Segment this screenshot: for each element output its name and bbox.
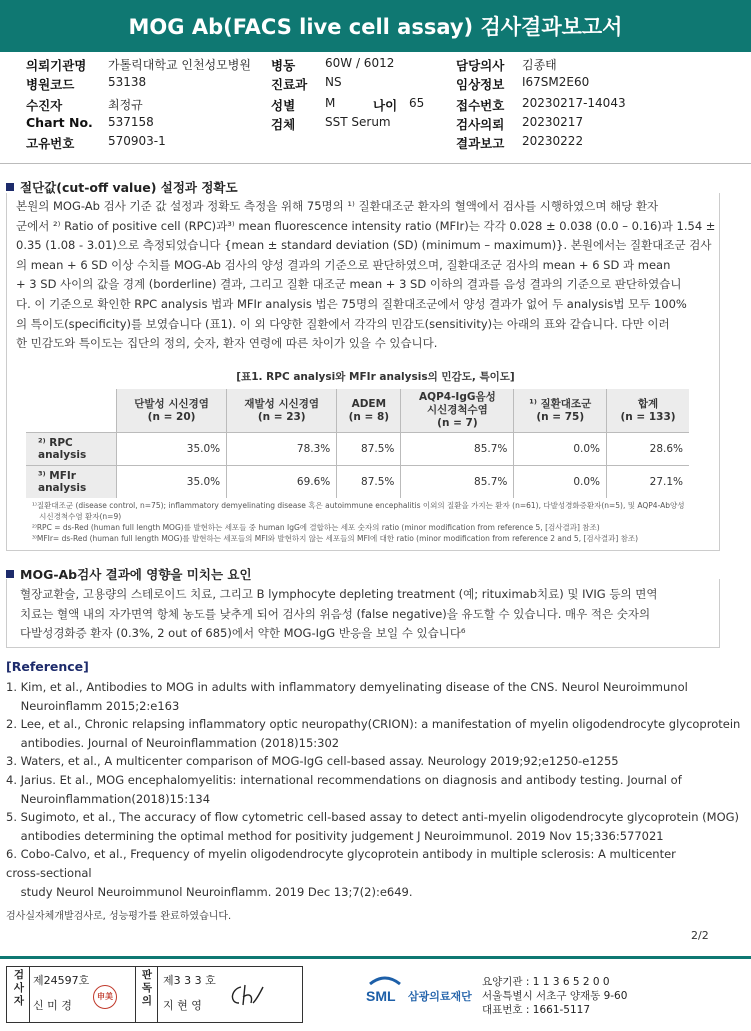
table-header-cell xyxy=(514,389,607,433)
reference-line: study Neurol Neuroimmunol Neuroinflamm. 2019 Dec 13;7(2):e649. xyxy=(6,884,413,899)
header-label: 성별 xyxy=(271,98,296,113)
header-label: 병동 xyxy=(271,58,296,73)
org-info: 요양기관 : 1 1 3 6 5 2 0 0 서울특별시 서초구 양재동 9-60 대표번호 : 1661-5117 xyxy=(482,976,628,1016)
section-cutoff-title: 절단값(cut-off value) 설정과 정확도 xyxy=(6,178,238,196)
reference-line: 6. Cobo-Calvo, et al., Frequency of myelin oligodendrocyte glycoprotein antibody in multiple sclerosis: A multicenter xyxy=(6,847,676,862)
header-value: 김종태 xyxy=(522,58,557,72)
table-footnote: 시신경척수염 환자(n=9) xyxy=(32,512,122,521)
header-value: 53138 xyxy=(108,75,147,89)
table-caption: [표1. RPC analysi와 MFIr analysis의 민감도, 특이도] xyxy=(236,371,515,383)
signature-panel xyxy=(6,966,303,1023)
inspector-license: 제24597호 xyxy=(33,974,90,987)
table-row-label: ³⁾ MFIr analysis xyxy=(26,466,117,499)
reference-line: Neuroinflammation(2018)15:134 xyxy=(6,791,211,806)
age-value: 65 xyxy=(409,96,425,110)
sml-logo-icon xyxy=(364,974,406,1004)
table-header-line: (n = 75) xyxy=(536,410,585,423)
paragraph-line: 다. 이 기준으로 확인한 RPC analysis 법과 MFIr analysis 법은 75명의 질환대조군에서 양성 결과가 없어 두 analysis법 모두 100% xyxy=(16,297,687,311)
table-header-line: 단발성 시신경염 xyxy=(134,397,209,410)
paragraph-line: 의 mean + 6 SD 이상 수치를 MOG-Ab 검사의 양성 결과의 기준으로 판단하였으며, 질환대조군 검사의 mean + 6 SD 과 mean xyxy=(16,257,671,272)
table-row xyxy=(26,466,689,499)
header-label: 검사의뢰 xyxy=(456,117,505,132)
paragraph-line: 0.35 (1.08 - 3.01)으로 측정되었습니다 {mean ± standard deviation (SD) (minimum – maximum)}. 본원에서는 질환대조군 검사 xyxy=(16,238,712,253)
table-header-line: (n = 8) xyxy=(348,410,390,423)
org-logo xyxy=(364,974,406,1008)
header-value: 20230217 xyxy=(522,115,584,129)
header-label: 고유번호 xyxy=(26,136,75,151)
header-value: 최정규 xyxy=(108,98,143,112)
inspector-name: 신 미 경 xyxy=(33,999,72,1012)
reference-line: antibodies. Journal of Neuroinflammation (2018)15:302 xyxy=(6,735,340,750)
header-label: 담당의사 xyxy=(456,58,505,73)
header-value: 20230217-14043 xyxy=(522,96,626,110)
table-header-line: 시신경척수염 xyxy=(426,404,488,416)
section-factors-title: MOG-Ab검사 결과에 영향을 미치는 요인 xyxy=(6,565,252,583)
seal-stamp-icon: 申美 xyxy=(93,985,117,1009)
table-header-cell xyxy=(227,389,337,433)
reference-line: 4. Jarius. Et al., MOG encephalomyelitis: international recommendations on diagnosis and antibody testing. Journal of xyxy=(6,773,682,787)
paragraph-line: 다발성경화증 환자 (0.3%, 2 out of 685)에서 약한 MOG-IgG 반응을 보일 수 있습니다⁶ xyxy=(20,626,466,641)
header-label: 의뢰기관명 xyxy=(26,58,87,73)
table-cell: 69.6% xyxy=(227,466,337,499)
reference-line: 2. Lee, et al., Chronic relapsing inflammatory optic neuropathy(CRION): a manifestation of myelin oligodendrocyte glycoprotein xyxy=(6,717,741,732)
org-name: 삼광의료재단 xyxy=(408,990,472,1003)
reviewer-label: 판 독 의 xyxy=(141,969,153,1007)
table-cell: 87.5% xyxy=(337,466,401,499)
paragraph-line: 혈장교환술, 고용량의 스테로이드 치료, 그리고 B lymphocyte depleting treatment (예; rituximab치료) 및 IVIG 등의 면역 xyxy=(20,587,658,601)
table-cell: 27.1% xyxy=(607,466,689,499)
footer-divider xyxy=(0,956,751,959)
table-cell: 85.7% xyxy=(401,433,514,466)
table-cell: 85.7% xyxy=(401,466,514,499)
table-row xyxy=(26,433,689,466)
table-footnote: ¹⁾질환대조군 (disease control, n=75); inflammatory demyelinating disease 혹은 autoimmune encephalitis 이외의 질환을 가지는 환자 (n=61), 다발성경화증환자(n=5), 및 AQP4-Ab양성 xyxy=(32,501,685,510)
table-header-line: (n = 23) xyxy=(257,410,306,423)
reviewer-name: 지 현 영 xyxy=(163,999,202,1012)
table-cell: 78.3% xyxy=(227,433,337,466)
page-number: 2/2 xyxy=(691,929,709,942)
table-header-line: 합계 xyxy=(637,397,659,410)
table-cell: 28.6% xyxy=(607,433,689,466)
inspector-label: 검 사 자 xyxy=(13,969,25,1007)
paragraph-line: + 3 SD 사이의 값을 경계 (borderline) 결과, 그리고 질환 대조군 mean + 3 SD 이하의 결과를 음성 결과의 기준으로 판단하였습니 xyxy=(16,277,682,292)
table-header-cell xyxy=(117,389,227,433)
header-value: I67SM2E60 xyxy=(522,75,590,89)
table-header-cell xyxy=(607,389,689,433)
header-label: 접수번호 xyxy=(456,98,505,113)
reviewer-license: 제3 3 3 호 xyxy=(163,974,216,987)
paragraph-line: 본원의 MOG-Ab 검사 기준 값 설정과 정확도 측정을 위해 75명의 ¹⁾ 질환대조군 환자의 혈액에서 검사를 시행하였으며 해당 환자 xyxy=(16,199,659,213)
table-cell: 87.5% xyxy=(337,433,401,466)
header-value: 60W / 6012 xyxy=(325,56,395,70)
header-label: 임상정보 xyxy=(456,77,505,92)
reference-line: 5. Sugimoto, et al., The accuracy of flow cytometric cell-based assay to detect anti-myelin oligodendrocyte glycoprotein (MOG) xyxy=(6,810,740,825)
header-value: 570903-1 xyxy=(108,134,166,148)
reference-line: 1. Kim, et al., Antibodies to MOG in adults with inflammatory demyelinating disease of the CNS. Neurol Neuroimmunol xyxy=(6,680,688,694)
header-label: Chart No. xyxy=(26,115,93,130)
table-cell: 35.0% xyxy=(117,433,227,466)
table-header-cell xyxy=(337,389,401,433)
header-label: 검체 xyxy=(271,117,296,132)
reference-line: 3. Waters, et al., A multicenter comparison of MOG-IgG cell-based assay. Neurology 2019;92;e1250-e1255 xyxy=(6,754,619,769)
paragraph-line: 치료는 혈액 내의 자가면역 항체 농도를 낮추게 되어 검사의 위음성 (false negative)을 유도할 수 있습니다. 매우 적은 숫자의 xyxy=(20,606,651,621)
header-value: M xyxy=(325,96,336,110)
header-value: 가톨릭대학교 인천성모병원 xyxy=(108,58,251,72)
table-cell: 0.0% xyxy=(514,466,607,499)
reference-line: antibodies determining the optimal method for positivity judgement J Neuroimmunol. 2019 Nov 15;336:577021 xyxy=(6,828,664,843)
sensitivity-table xyxy=(26,389,689,498)
header-value: 20230222 xyxy=(522,134,584,148)
table-cell: 0.0% xyxy=(514,433,607,466)
table-footnote: ³⁾MFIr= ds-Red (human full length MOG)를 발현하는 세포들의 MFI와 발현하지 않는 세포들의 MFI에 대한 ratio (minor modification from reference 2 and 5, [검사결과] 참조) xyxy=(32,534,639,543)
table-footnote: ²⁾RPC = ds-Red (human full length MOG)를 발현하는 세포들 중 human IgG에 결합하는 세포 숫자의 ratio (minor modification from reference 5, [검사결과] 참조) xyxy=(32,523,600,532)
header-label: 수진자 xyxy=(26,98,63,113)
table-header-line: (n = 133) xyxy=(620,410,676,423)
header-label: 병원코드 xyxy=(26,77,75,92)
table-header-cell xyxy=(26,389,117,433)
paragraph-line: 한 민감도와 특이도는 집단의 정의, 숫자, 환자 연령에 따른 차이가 있을 수 있습니다. xyxy=(16,336,438,351)
reference-title: [Reference] xyxy=(6,659,89,674)
table-header-line: ¹⁾ 질환대조군 xyxy=(529,397,592,410)
age-label: 나이 xyxy=(373,98,398,113)
header-value: SST Serum xyxy=(325,115,391,129)
paragraph-line: 의 특이도(specificity)를 보였습니다 (표1). 이 외 다양한 질환에서 각각의 민감도(sensitivity)는 아래의 표와 같습니다. 다만 이러 xyxy=(16,316,670,331)
validation-note: 검사실자체개발검사로, 성능평가를 완료하였습니다. xyxy=(6,911,232,922)
table-header-line: ADEM xyxy=(351,397,387,410)
header-label: 진료과 xyxy=(271,77,308,92)
header-value: 537158 xyxy=(108,115,154,129)
reference-line: Neuroinflamm 2015;2:e163 xyxy=(6,698,180,713)
header-label: 결과보고 xyxy=(456,136,505,151)
table-row-label: ²⁾ RPC analysis xyxy=(26,433,117,466)
report-title: MOG Ab(FACS live cell assay) 검사결과보고서 xyxy=(0,0,751,52)
table-header-line: 재발성 시신경염 xyxy=(244,397,320,410)
table-cell: 35.0% xyxy=(117,466,227,499)
reference-line: cross-sectional xyxy=(6,866,92,880)
table-header-cell xyxy=(401,389,514,433)
bullet-square-icon xyxy=(6,570,14,578)
signature-icon xyxy=(227,981,267,1009)
table-header-line: AQP4-IgG음성 xyxy=(419,391,496,403)
bullet-square-icon xyxy=(6,183,14,191)
header-value: NS xyxy=(325,75,342,89)
paragraph-line: 군에서 ²⁾ Ratio of positive cell (RPC)과³⁾ mean fluorescence intensity ratio (MFIr)는 각각 0.028 ± 0.038 (0.0 – 0.16)과 1.54 ± xyxy=(16,218,716,233)
svg-text:SML: SML xyxy=(366,988,396,1004)
table-header-line: (n = 20) xyxy=(147,410,196,423)
table-header-line: (n = 7) xyxy=(437,417,478,429)
